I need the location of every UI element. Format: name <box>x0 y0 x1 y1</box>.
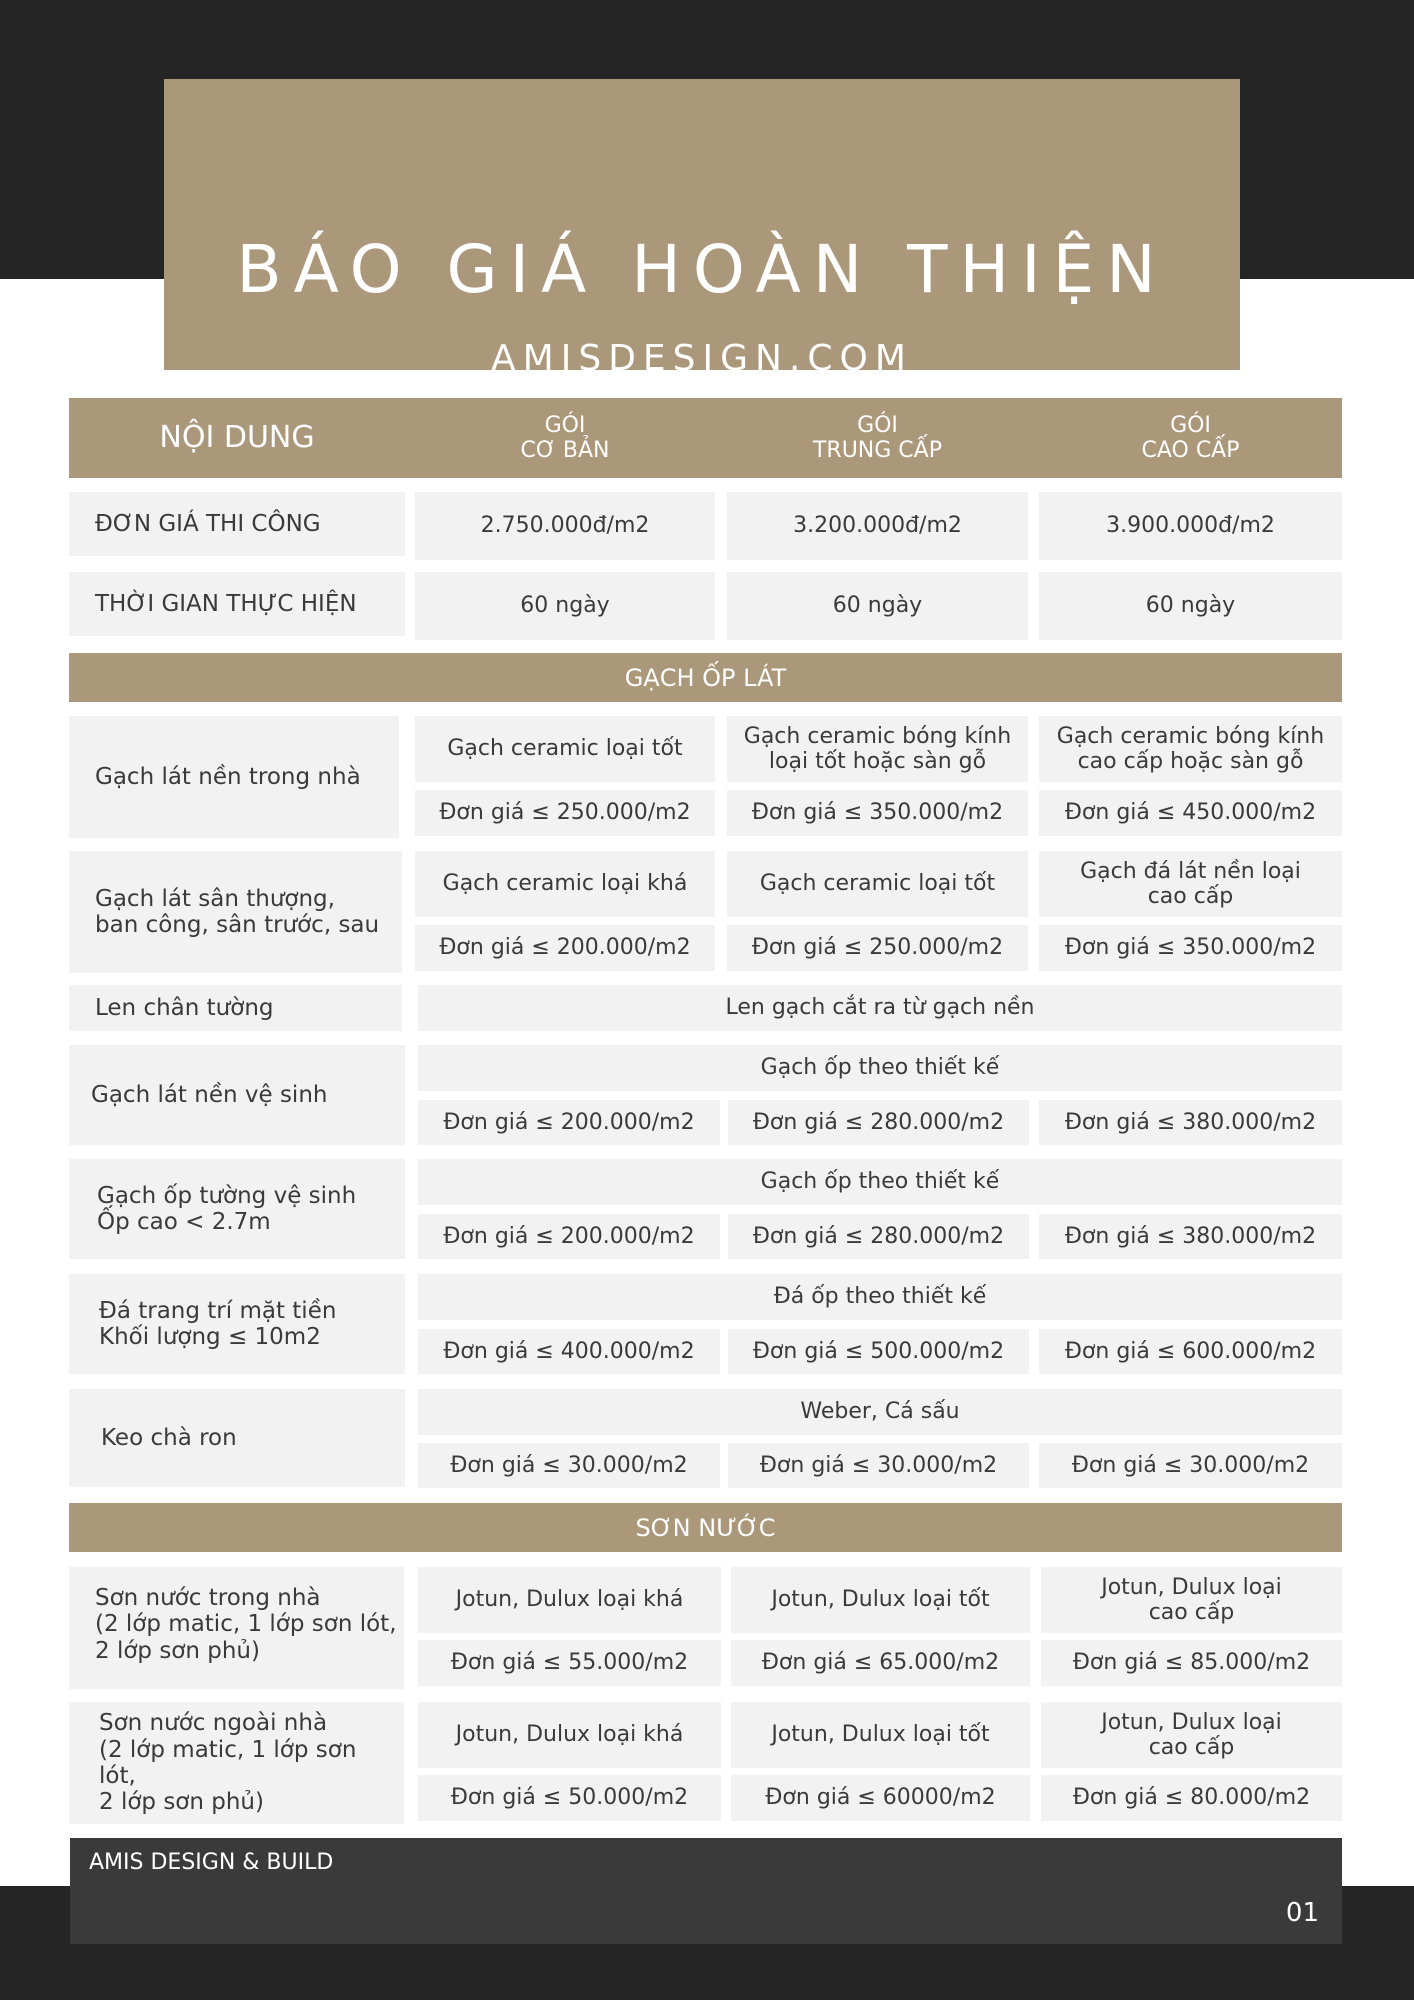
row-label-interior-paint <box>69 1567 404 1689</box>
interior-paint-premium-price: Đơn giá ≤ 85.000/m2 <box>1041 1640 1342 1686</box>
col-header-mid <box>727 398 1028 478</box>
bath-floor-spec: Gạch ốp theo thiết kế <box>418 1045 1342 1091</box>
grout-premium-price: Đơn giá ≤ 30.000/m2 <box>1039 1443 1342 1488</box>
facade-stone-mid-price: Đơn giá ≤ 500.000/m2 <box>728 1329 1029 1374</box>
indoor-floor-mid <box>727 716 1028 782</box>
page-number: 01 <box>1285 1898 1319 1928</box>
interior-paint-mid: Jotun, Dulux loại tốt <box>731 1567 1030 1633</box>
col-header-mid-line2: TRUNG CẤP <box>812 438 942 463</box>
interior-paint-basic: Jotun, Dulux loại khá <box>418 1567 721 1633</box>
grout-basic-price: Đơn giá ≤ 30.000/m2 <box>418 1443 720 1488</box>
terrace-floor-mid: Gạch ceramic loại tốt <box>727 851 1028 917</box>
col-header-premium-line1: GÓI <box>1170 412 1211 438</box>
page-title: BÁO GIÁ HOÀN THIỆN <box>236 231 1168 308</box>
exterior-paint-premium-line1: Jotun, Dulux loại <box>1101 1709 1282 1735</box>
duration-premium: 60 ngày <box>1039 572 1342 640</box>
bath-wall-premium-price: Đơn giá ≤ 380.000/m2 <box>1039 1214 1342 1259</box>
interior-paint-mid-price: Đơn giá ≤ 65.000/m2 <box>731 1640 1030 1686</box>
bath-floor-mid-price: Đơn giá ≤ 280.000/m2 <box>728 1100 1029 1145</box>
row-label-bath-floor: Gạch lát nền vệ sinh <box>69 1045 405 1145</box>
unit-price-basic: 2.750.000đ/m2 <box>415 492 715 560</box>
bath-wall-label-line1: Gạch ốp tường vệ sinh <box>97 1182 357 1209</box>
bath-wall-spec: Gạch ốp theo thiết kế <box>418 1159 1342 1205</box>
indoor-floor-premium <box>1039 716 1342 782</box>
row-label-bath-wall <box>69 1159 405 1259</box>
row-label-unit-price: ĐƠN GIÁ THI CÔNG <box>69 492 405 556</box>
bath-floor-basic-price: Đơn giá ≤ 200.000/m2 <box>418 1100 720 1145</box>
bath-wall-basic-price: Đơn giá ≤ 200.000/m2 <box>418 1214 720 1259</box>
interior-paint-premium-line1: Jotun, Dulux loại <box>1101 1574 1282 1600</box>
row-label-skirting: Len chân tường <box>69 985 402 1031</box>
col-header-basic <box>415 398 715 478</box>
grout-mid-price: Đơn giá ≤ 30.000/m2 <box>728 1443 1029 1488</box>
row-label-exterior-paint <box>69 1702 404 1824</box>
exterior-paint-mid: Jotun, Dulux loại tốt <box>731 1702 1030 1768</box>
exterior-paint-basic-price: Đơn giá ≤ 50.000/m2 <box>418 1775 721 1821</box>
col-header-premium <box>1039 398 1342 478</box>
col-header-premium-line2: CAO CẤP <box>1141 438 1240 463</box>
facade-stone-premium-price: Đơn giá ≤ 600.000/m2 <box>1039 1329 1342 1374</box>
exterior-paint-basic: Jotun, Dulux loại khá <box>418 1702 721 1768</box>
exterior-paint-mid-price: Đơn giá ≤ 60000/m2 <box>731 1775 1030 1821</box>
facade-label-line1: Đá trang trí mặt tiền <box>99 1297 337 1324</box>
col-header-basic-line2: CƠ BẢN <box>520 438 610 463</box>
terrace-label-line1: Gạch lát sân thượng, <box>95 885 335 912</box>
bath-wall-mid-price: Đơn giá ≤ 280.000/m2 <box>728 1214 1029 1259</box>
website-url: AMISDESIGN.COM <box>491 338 913 379</box>
facade-stone-spec: Đá ốp theo thiết kế <box>418 1274 1342 1320</box>
unit-price-mid: 3.200.000đ/m2 <box>727 492 1028 560</box>
row-label-facade-stone <box>69 1274 405 1374</box>
section-header-paint: SƠN NƯỚC <box>69 1503 1342 1552</box>
terrace-floor-premium-price: Đơn giá ≤ 350.000/m2 <box>1039 925 1342 971</box>
indoor-floor-mid-price: Đơn giá ≤ 350.000/m2 <box>727 790 1028 836</box>
exterior-paint-premium-price: Đơn giá ≤ 80.000/m2 <box>1041 1775 1342 1821</box>
bath-wall-label-line2: Ốp cao < 2.7m <box>97 1209 271 1235</box>
col-header-content: NỘI DUNG <box>159 419 315 455</box>
interior-paint-basic-price: Đơn giá ≤ 55.000/m2 <box>418 1640 721 1686</box>
unit-price-premium: 3.900.000đ/m2 <box>1039 492 1342 560</box>
terrace-floor-mid-price: Đơn giá ≤ 250.000/m2 <box>727 925 1028 971</box>
section-header-tiles: GẠCH ỐP LÁT <box>69 653 1342 702</box>
interior-label-line1: Sơn nước trong nhà <box>95 1585 321 1611</box>
indoor-floor-basic-price: Đơn giá ≤ 250.000/m2 <box>415 790 715 836</box>
indoor-floor-premium-line1: Gạch ceramic bóng kính <box>1056 723 1325 749</box>
footer <box>70 1838 1342 1944</box>
exterior-label-line2: (2 lớp matic, 1 lớp sơn lót, <box>99 1736 357 1789</box>
terrace-floor-basic-price: Đơn giá ≤ 200.000/m2 <box>415 925 715 971</box>
indoor-floor-basic: Gạch ceramic loại tốt <box>415 716 715 782</box>
interior-paint-premium-line2: cao cấp <box>1148 1600 1235 1625</box>
terrace-floor-premium <box>1039 851 1342 917</box>
indoor-floor-premium-price: Đơn giá ≤ 450.000/m2 <box>1039 790 1342 836</box>
terrace-label-line2: ban công, sân trước, sau <box>95 912 380 938</box>
footer-brand: AMIS DESIGN & BUILD <box>89 1850 334 1875</box>
duration-mid: 60 ngày <box>727 572 1028 640</box>
skirting-value: Len gạch cắt ra từ gạch nền <box>418 985 1342 1031</box>
grout-spec: Weber, Cá sấu <box>418 1389 1342 1435</box>
indoor-floor-mid-line1: Gạch ceramic bóng kính <box>743 723 1012 749</box>
facade-label-line2: Khối lượng ≤ 10m2 <box>99 1324 321 1350</box>
indoor-floor-premium-line2: cao cấp hoặc sàn gỗ <box>1077 749 1304 774</box>
title-banner <box>164 79 1240 379</box>
terrace-floor-premium-line2: cao cấp <box>1147 884 1234 909</box>
terrace-floor-basic: Gạch ceramic loại khá <box>415 851 715 917</box>
interior-paint-premium <box>1041 1567 1342 1633</box>
interior-label-line2: (2 lớp matic, 1 lớp sơn lót, <box>95 1611 397 1638</box>
row-label-duration: THỜI GIAN THỰC HIỆN <box>69 572 405 636</box>
col-header-basic-line1: GÓI <box>544 412 586 438</box>
exterior-label-line1: Sơn nước ngoài nhà <box>99 1710 328 1737</box>
indoor-floor-mid-line2: loại tốt hoặc sàn gỗ <box>768 749 987 774</box>
exterior-paint-premium <box>1041 1702 1342 1768</box>
row-label-terrace-floor <box>69 851 402 973</box>
row-label-indoor-floor: Gạch lát nền trong nhà <box>69 716 399 838</box>
col-header-mid-line1: GÓI <box>857 412 898 438</box>
duration-basic: 60 ngày <box>415 572 715 640</box>
exterior-paint-premium-line2: cao cấp <box>1148 1735 1235 1760</box>
facade-stone-basic-price: Đơn giá ≤ 400.000/m2 <box>418 1329 720 1374</box>
exterior-label-line3: 2 lớp sơn phủ) <box>99 1789 264 1816</box>
row-label-grout: Keo chà ron <box>69 1389 405 1487</box>
interior-label-line3: 2 lớp sơn phủ) <box>95 1637 260 1664</box>
bath-floor-premium-price: Đơn giá ≤ 380.000/m2 <box>1039 1100 1342 1145</box>
terrace-floor-premium-line1: Gạch đá lát nền loại <box>1080 858 1301 884</box>
